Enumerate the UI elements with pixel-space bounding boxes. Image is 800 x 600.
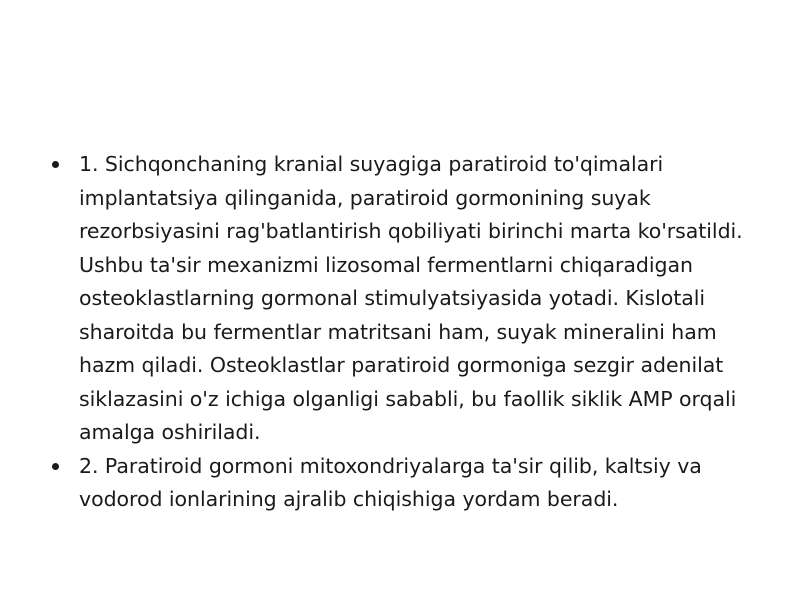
bullet-text-2: 2. Paratiroid gormoni mitoxondriyalarga ta'sir qilib, kaltsiy va vodorod ionlarining ajralib chiqishiga yordam beradi. [79, 453, 702, 511]
bullet-text-1: 1. Sichqonchaning kranial suyagiga paratiroid to'qimalari implantatsiya qilinganida, paratiroid gormonining suyak rezorbsiyasini rag'batlantirish qobiliyati birinchi marta ko'rsatildi. Ushbu ta'sir mexanizmi lizosomal fermentlarni chiqaradigan osteoklastlarning gormonal stimulyatsiyasida yotadi. Kislotali sharoitda bu fermentlar matritsani ham, suyak mineralini ham hazm qiladi. Osteoklastlar paratiroid gormoniga sezgir adenilat siklazasini o'z ichiga olganligi sababli, bu faollik siklik AMP orqali amalga oshiriladi. [79, 152, 743, 444]
bullet-dot-icon [52, 161, 59, 168]
bullet-list [52, 148, 752, 517]
bullet-item-2 [52, 450, 752, 517]
slide-content [52, 148, 752, 517]
bullet-item-1 [52, 148, 752, 450]
bullet-dot-icon [52, 463, 59, 470]
